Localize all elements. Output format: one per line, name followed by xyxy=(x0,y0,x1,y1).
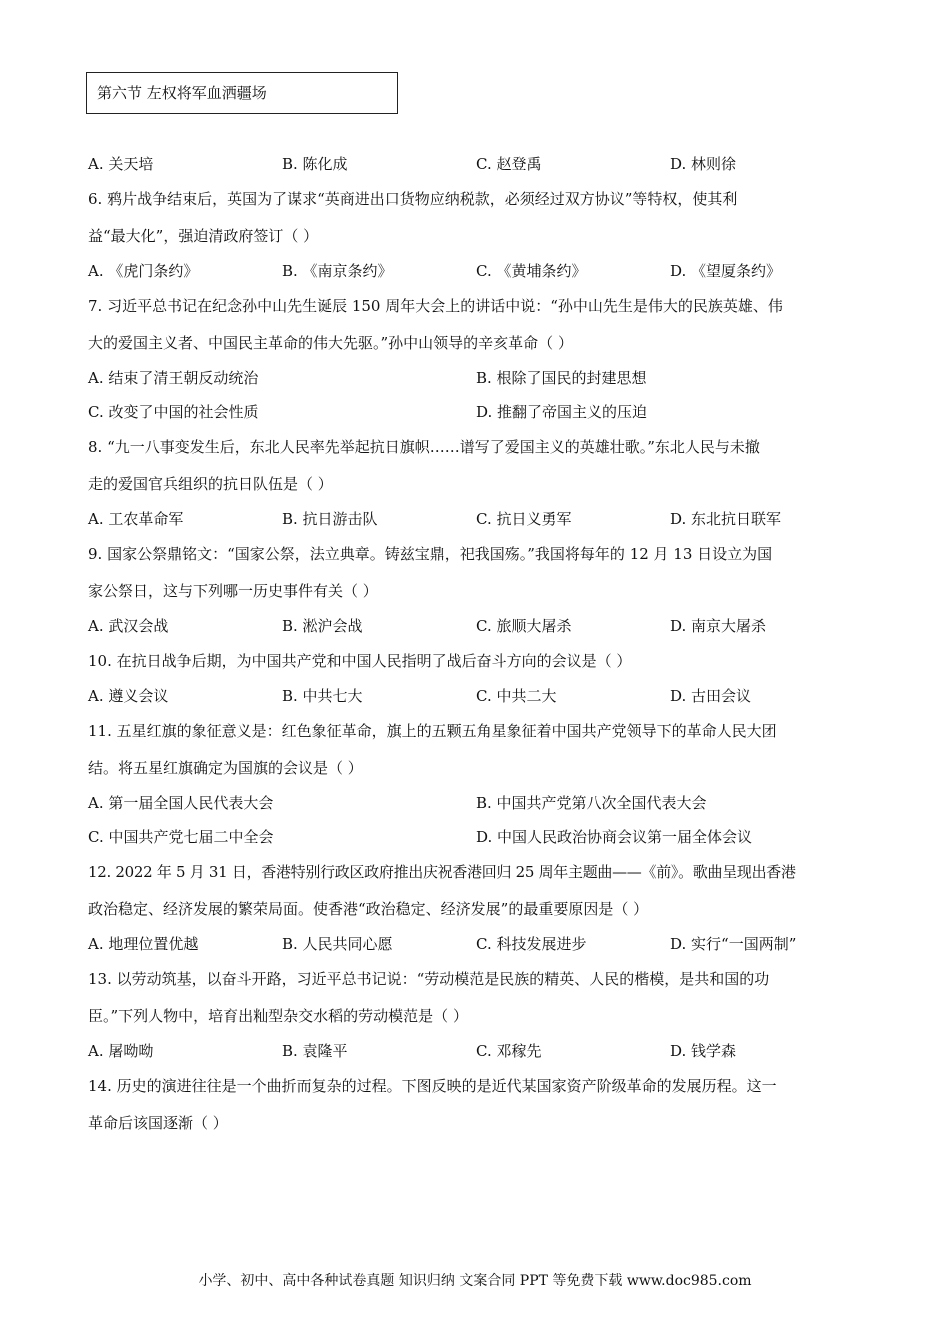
q7-option-c: C. 改变了中国的社会性质 xyxy=(88,403,259,421)
q10-option-a: A. 遵义会议 xyxy=(88,687,169,705)
q13-stem-line1: 13. 以劳动筑基，以奋斗开路，习近平总书记说：“劳动模范是民族的精英、人民的楷模，是共和国的功 xyxy=(88,970,770,988)
q11-option-a: A. 第一届全国人民代表大会 xyxy=(88,794,274,812)
q9-option-d: D. 南京大屠杀 xyxy=(670,617,767,635)
q7-option-b: B. 根除了国民的封建思想 xyxy=(476,369,647,387)
q5-option-c: C. 赵登禹 xyxy=(476,155,542,173)
q9-stem-line2: 家公祭日，这与下列哪一历史事件有关（ ） xyxy=(88,582,378,600)
q13-option-d: D. 钱学森 xyxy=(670,1042,737,1060)
q9-option-b: B. 淞沪会战 xyxy=(282,617,363,635)
q12-option-b: B. 人民共同心愿 xyxy=(282,935,393,953)
q9-stem-line1: 9. 国家公祭鼎铭文：“国家公祭，法立典章。铸兹宝鼎，祀我国殇。”我国将每年的 12 月 13 日设立为国 xyxy=(88,545,773,563)
q8-stem-line2: 走的爱国官兵组织的抗日队伍是（ ） xyxy=(88,475,333,493)
q14-stem-line1: 14. 历史的演进往往是一个曲折而复杂的过程。下图反映的是近代某国家资产阶级革命的发展历程。这一 xyxy=(88,1077,777,1095)
q13-option-a: A. 屠呦呦 xyxy=(88,1042,154,1060)
q7-option-a: A. 结束了清王朝反动统治 xyxy=(88,369,259,387)
q5-option-a: A. 关天培 xyxy=(88,155,154,173)
q6-option-a: A. 《虎门条约》 xyxy=(88,262,199,280)
q12-option-c: C. 科技发展进步 xyxy=(476,935,587,953)
q11-stem-line2: 结。将五星红旗确定为国旗的会议是（ ） xyxy=(88,759,363,777)
q14-stem-line2: 革命后该国逐渐（ ） xyxy=(88,1114,228,1132)
q12-option-a: A. 地理位置优越 xyxy=(88,935,199,953)
section-title-box xyxy=(86,72,398,114)
q8-option-b: B. 抗日游击队 xyxy=(282,510,378,528)
q8-option-a: A. 工农革命军 xyxy=(88,510,184,528)
q12-stem-line2: 政治稳定、经济发展的繁荣局面。使香港“政治稳定、经济发展”的最重要原因是（ ） xyxy=(88,900,649,918)
q6-option-d: D. 《望厦条约》 xyxy=(670,262,782,280)
q7-stem-line2: 大的爱国主义者、中国民主革命的伟大先驱。”孙中山领导的辛亥革命（ ） xyxy=(88,334,573,352)
q12-stem-line1: 12. 2022 年 5 月 31 日，香港特别行政区政府推出庆祝香港回归 25 周年主题曲——《前》。歌曲呈现出香港 xyxy=(88,863,796,881)
q7-option-d: D. 推翻了帝国主义的压迫 xyxy=(476,403,648,421)
q8-option-d: D. 东北抗日联军 xyxy=(670,510,782,528)
q13-option-c: C. 邓稼先 xyxy=(476,1042,542,1060)
q11-option-d: D. 中国人民政治协商会议第一届全体会议 xyxy=(476,828,753,846)
q7-stem-line1: 7. 习近平总书记在纪念孙中山先生诞辰 150 周年大会上的讲话中说：“孙中山先生是伟大的民族英雄、伟 xyxy=(88,297,783,315)
q5-option-d: D. 林则徐 xyxy=(670,155,737,173)
q11-option-c: C. 中国共产党七届二中全会 xyxy=(88,828,274,846)
q8-stem-line1: 8. “九一八事变发生后，东北人民率先举起抗日旗帜……谱写了爱国主义的英雄壮歌。”东北人民与未撤 xyxy=(88,438,760,456)
section-title: 第六节 左权将军血洒疆场 xyxy=(97,84,267,102)
q13-stem-line2: 臣。”下列人物中，培育出籼型杂交水稻的劳动模范是（ ） xyxy=(88,1007,468,1025)
q10-option-c: C. 中共二大 xyxy=(476,687,557,705)
q6-option-c: C. 《黄埔条约》 xyxy=(476,262,587,280)
q10-stem-line1: 10. 在抗日战争后期，为中国共产党和中国人民指明了战后奋斗方向的会议是（ ） xyxy=(88,652,632,670)
q11-stem-line1: 11. 五星红旗的象征意义是：红色象征革命，旗上的五颗五角星象征着中国共产党领导下的革命人民大团 xyxy=(88,722,777,740)
page-footer: 小学、初中、高中各种试卷真题 知识归纳 文案合同 PPT 等免费下载 www.doc985.com xyxy=(198,1273,752,1289)
q6-stem-line1: 6. 鸦片战争结束后，英国为了谋求“英商进出口货物应纳税款，必须经过双方协议”等特权，使其利 xyxy=(88,190,738,208)
q6-option-b: B. 《南京条约》 xyxy=(282,262,393,280)
q10-option-d: D. 古田会议 xyxy=(670,687,752,705)
q11-option-b: B. 中国共产党第八次全国代表大会 xyxy=(476,794,707,812)
q13-option-b: B. 袁隆平 xyxy=(282,1042,348,1060)
q12-option-d: D. 实行“一国两制” xyxy=(670,935,797,953)
q10-option-b: B. 中共七大 xyxy=(282,687,363,705)
q5-option-b: B. 陈化成 xyxy=(282,155,348,173)
q9-option-c: C. 旅顺大屠杀 xyxy=(476,617,572,635)
q8-option-c: C. 抗日义勇军 xyxy=(476,510,572,528)
q9-option-a: A. 武汉会战 xyxy=(88,617,169,635)
q6-stem-line2: 益“最大化”，强迫清政府签订（ ） xyxy=(88,227,319,245)
